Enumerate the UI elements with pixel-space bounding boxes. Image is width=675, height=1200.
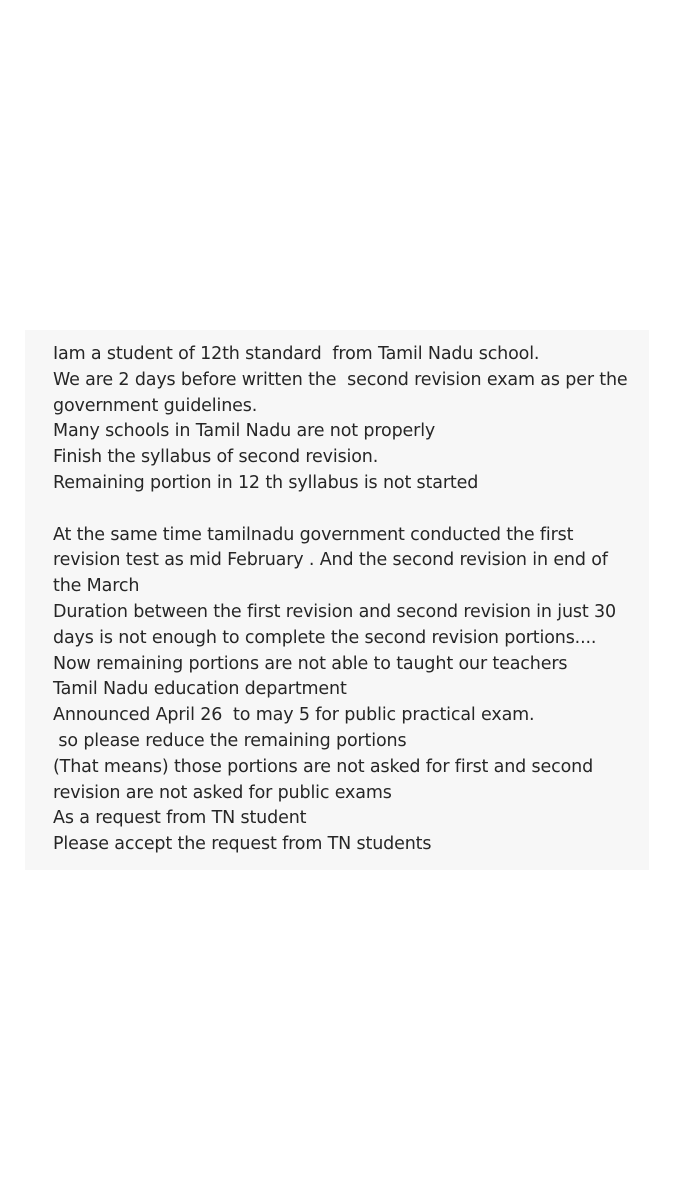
note-line: Iam a student of 12th standard from Tamil Nadu school. [53, 344, 540, 364]
note-line: so please reduce the remaining portions [53, 730, 407, 751]
note-line: Many schools in Tamil Nadu are not properly [53, 421, 436, 442]
note-line: days is not enough to complete the second revision portions.... [53, 627, 597, 648]
note-line: We are 2 days before written the second revision exam as per the [53, 369, 628, 390]
note-line: revision are not asked for public exams [53, 782, 392, 803]
note-line: government guidelines. [53, 395, 258, 416]
note-line: As a request from TN student [53, 808, 307, 829]
note-line: At the same time tamilnadu government conducted the first [53, 524, 574, 545]
note-line: Please accept the request from TN students [53, 834, 432, 855]
note-line: Announced April 26 to may 5 for public practical exam. [53, 705, 535, 726]
note-line: Tamil Nadu education department [53, 679, 347, 700]
note-line: (That means) those portions are not asked for first and second [53, 756, 594, 777]
paragraph-spacer [53, 497, 649, 523]
note-line: the March [53, 576, 140, 597]
note-line: revision test as mid February . And the second revision in end of [53, 550, 608, 571]
note-line: Finish the syllabus of second revision. [53, 447, 379, 468]
note-text-block [25, 330, 649, 870]
note-line: Now remaining portions are not able to taught our teachers [53, 653, 568, 674]
note-line: Remaining portion in 12 th syllabus is not started [53, 472, 479, 493]
note-line: Duration between the first revision and second revision in just 30 [53, 601, 616, 622]
